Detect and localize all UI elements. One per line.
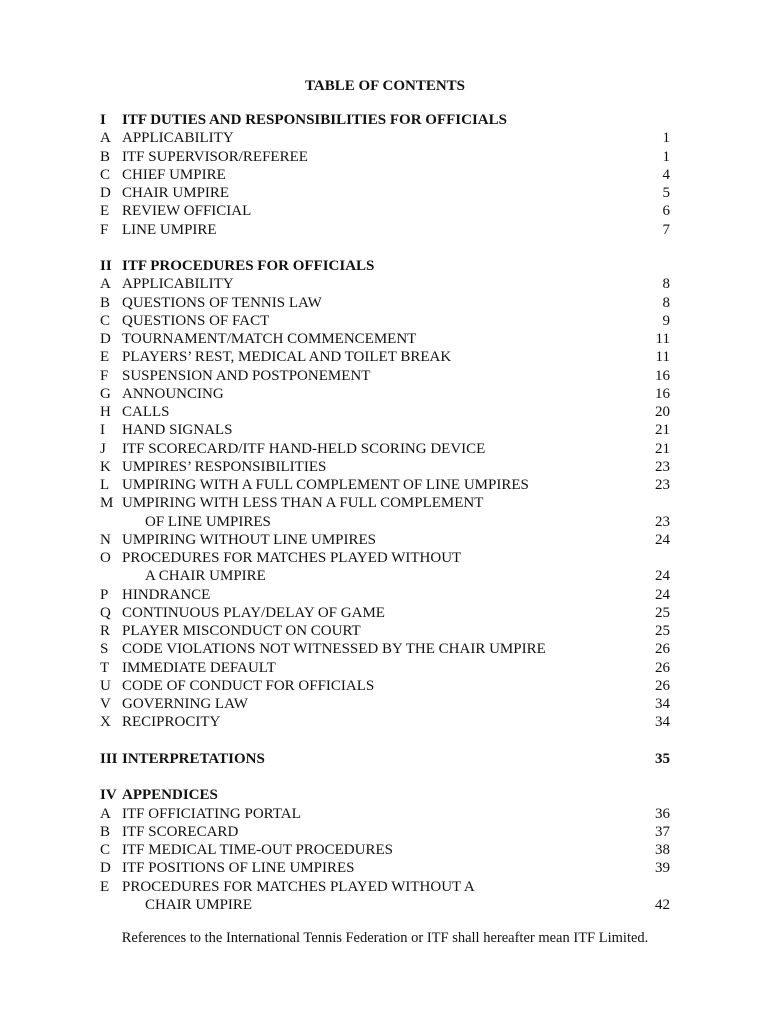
page-title: TABLE OF CONTENTS <box>304 78 466 94</box>
toc-entry[interactable] <box>100 695 670 713</box>
page-number: 8 <box>662 294 670 311</box>
entry-letter: E <box>100 878 110 895</box>
toc-entry-continuation[interactable] <box>100 896 670 914</box>
page-number: 24 <box>655 568 670 585</box>
entry-letter: A <box>100 805 111 822</box>
entry-title: HAND SIGNALS <box>122 422 233 439</box>
entry-letter: I <box>100 422 105 439</box>
entry-letter: U <box>100 677 111 694</box>
toc-entry[interactable] <box>100 878 670 896</box>
table-of-contents <box>100 111 670 914</box>
toc-entry[interactable] <box>100 312 670 330</box>
entry-letter: F <box>100 221 109 238</box>
entry-title: LINE UMPIRE <box>122 221 217 238</box>
section-title: ITF PROCEDURES FOR OFFICIALS <box>122 258 375 274</box>
entry-title: ITF SCORECARD/ITF HAND-HELD SCORING DEVICE <box>122 440 486 457</box>
entry-title: CALLS <box>122 404 170 420</box>
page-number: 39 <box>655 860 670 877</box>
page-number: 23 <box>655 458 670 475</box>
entry-letter: X <box>100 714 111 731</box>
entry-title: ANNOUNCING <box>122 385 224 402</box>
page-number: 7 <box>662 221 670 238</box>
entry-title: QUESTIONS OF TENNIS LAW <box>122 294 322 311</box>
toc-entry[interactable] <box>100 622 670 640</box>
page-number: 21 <box>655 440 670 457</box>
section-numeral: I <box>100 112 106 128</box>
toc-entry[interactable] <box>100 677 670 695</box>
entry-letter: V <box>100 696 111 712</box>
entry-title: HINDRANCE <box>122 586 211 603</box>
entry-letter: B <box>100 294 111 311</box>
page-number: 23 <box>655 513 670 530</box>
entry-title: SUSPENSION AND POSTPONEMENT <box>122 367 371 384</box>
entry-title: CODE VIOLATIONS NOT WITNESSED BY THE CHAIR UMPIRE <box>122 641 546 658</box>
toc-entry[interactable] <box>100 841 670 859</box>
entry-title: QUESTIONS OF FACT <box>122 312 270 329</box>
page-number: 16 <box>655 385 670 402</box>
entry-letter: E <box>100 203 110 220</box>
page-number: 26 <box>655 659 670 676</box>
entry-letter: F <box>100 367 109 384</box>
page-number: 11 <box>655 331 670 347</box>
toc-entry[interactable] <box>100 275 670 293</box>
entry-title: OF LINE UMPIRES <box>145 513 271 530</box>
spacer <box>100 732 670 750</box>
entry-title: CODE OF CONDUCT FOR OFFICIALS <box>122 677 375 694</box>
footer-note: References to the International Tennis Federation or ITF shall hereafter mean ITF Limited. <box>121 930 649 946</box>
toc-entry[interactable] <box>100 458 670 476</box>
entry-letter: B <box>100 823 111 840</box>
entry-title: CHAIR UMPIRE <box>122 185 230 201</box>
toc-entry[interactable] <box>100 367 670 385</box>
entry-letter: A <box>100 130 111 147</box>
toc-entry[interactable] <box>100 604 670 622</box>
entry-letter: Q <box>100 604 111 621</box>
page-number: 25 <box>655 604 670 621</box>
toc-entry[interactable] <box>100 494 670 512</box>
toc-entry[interactable] <box>100 184 670 202</box>
toc-entry[interactable] <box>100 823 670 841</box>
entry-letter: J <box>100 440 106 457</box>
entry-title: CONTINUOUS PLAY/DELAY OF GAME <box>122 604 385 621</box>
entry-title: CHIEF UMPIRE <box>122 166 226 183</box>
entry-letter: B <box>100 148 111 165</box>
section-heading[interactable] <box>100 786 670 804</box>
page-number: 4 <box>662 166 670 183</box>
section-title: APPENDICES <box>122 787 218 804</box>
entry-title: REVIEW OFFICIAL <box>122 203 252 220</box>
entry-letter: C <box>100 166 111 183</box>
page-number: 1 <box>662 148 670 165</box>
toc-entry-continuation[interactable] <box>100 567 670 585</box>
page-number: 9 <box>662 312 670 329</box>
entry-title: GOVERNING LAW <box>122 696 248 712</box>
toc-entry[interactable] <box>100 221 670 239</box>
entry-letter: G <box>100 385 111 402</box>
toc-entry[interactable] <box>100 166 670 184</box>
section-heading[interactable] <box>100 750 670 768</box>
toc-entry[interactable] <box>100 385 670 403</box>
entry-letter: N <box>100 531 111 548</box>
entry-title: CHAIR UMPIRE <box>145 896 253 913</box>
page-number: 34 <box>655 696 670 712</box>
entry-title: UMPIRING WITH LESS THAN A FULL COMPLEMENT <box>122 495 484 512</box>
entry-letter: D <box>100 331 111 347</box>
page-number: 25 <box>655 623 670 639</box>
page-number: 42 <box>655 896 670 913</box>
section-heading[interactable] <box>100 111 670 129</box>
page-number: 11 <box>655 349 670 366</box>
section-heading[interactable] <box>100 257 670 275</box>
page-number: 21 <box>655 422 670 439</box>
entry-title: UMPIRING WITH A FULL COMPLEMENT OF LINE UMPIRES <box>122 477 529 493</box>
toc-entry[interactable] <box>100 476 670 494</box>
toc-entry[interactable] <box>100 713 670 731</box>
entry-title: ITF POSITIONS OF LINE UMPIRES <box>122 860 355 877</box>
entry-title: APPLICABILITY <box>122 130 234 147</box>
section-numeral: III <box>100 750 118 767</box>
page-number: 24 <box>655 586 670 603</box>
entry-title: IMMEDIATE DEFAULT <box>122 659 276 676</box>
entry-letter: T <box>100 659 110 676</box>
entry-letter: O <box>100 550 111 566</box>
toc-entry[interactable] <box>100 202 670 220</box>
toc-entry[interactable] <box>100 330 670 348</box>
toc-entry[interactable] <box>100 421 670 439</box>
entry-letter: S <box>100 641 109 658</box>
toc-entry[interactable] <box>100 586 670 604</box>
entry-letter: H <box>100 404 111 420</box>
section-title: ITF DUTIES AND RESPONSIBILITIES FOR OFFICIALS <box>122 112 507 128</box>
toc-entry[interactable] <box>100 403 670 421</box>
entry-title: TOURNAMENT/MATCH COMMENCEMENT <box>122 331 417 347</box>
entry-letter: D <box>100 185 111 201</box>
section-numeral: II <box>100 258 112 274</box>
page-number: 5 <box>662 185 670 201</box>
page-number: 36 <box>655 805 670 822</box>
entry-title: ITF SCORECARD <box>122 823 239 840</box>
page-number: 6 <box>662 203 670 220</box>
entry-letter: C <box>100 312 111 329</box>
toc-entry-continuation[interactable] <box>100 513 670 531</box>
page-number: 37 <box>655 823 670 840</box>
toc-entry[interactable] <box>100 440 670 458</box>
entry-title: PROCEDURES FOR MATCHES PLAYED WITHOUT <box>122 550 462 566</box>
toc-entry[interactable] <box>100 129 670 147</box>
page-number: 20 <box>655 404 670 420</box>
entry-title: APPLICABILITY <box>122 276 234 293</box>
entry-title: PLAYER MISCONDUCT ON COURT <box>122 623 361 639</box>
entry-title: ITF SUPERVISOR/REFEREE <box>122 148 308 165</box>
entry-letter: R <box>100 623 111 639</box>
toc-entry[interactable] <box>100 805 670 823</box>
entry-letter: C <box>100 842 111 858</box>
entry-title: UMPIRING WITHOUT LINE UMPIRES <box>122 531 377 548</box>
entry-letter: L <box>100 477 110 493</box>
page-number: 26 <box>655 641 670 658</box>
page-number: 24 <box>655 531 670 548</box>
page-number: 38 <box>655 842 670 858</box>
entry-letter: A <box>100 276 111 293</box>
page-number: 1 <box>662 130 670 147</box>
entry-title: UMPIRES’ RESPONSIBILITIES <box>122 458 327 475</box>
page-number: 16 <box>655 367 670 384</box>
page-number: 34 <box>655 714 670 731</box>
toc-entry[interactable] <box>100 640 670 658</box>
spacer <box>100 239 670 257</box>
page-number: 26 <box>655 677 670 694</box>
page-number: 23 <box>655 477 670 493</box>
page-number: 35 <box>655 750 670 767</box>
entry-title: PLAYERS’ REST, MEDICAL AND TOILET BREAK <box>122 349 452 366</box>
entry-letter: M <box>100 495 114 512</box>
toc-entry[interactable] <box>100 549 670 567</box>
spacer <box>100 768 670 786</box>
entry-title: ITF OFFICIATING PORTAL <box>122 805 301 822</box>
toc-entry[interactable] <box>100 859 670 877</box>
toc-entry[interactable] <box>100 531 670 549</box>
entry-title: A CHAIR UMPIRE <box>145 568 266 585</box>
entry-title: RECIPROCITY <box>122 714 221 731</box>
entry-title: PROCEDURES FOR MATCHES PLAYED WITHOUT A <box>122 878 475 895</box>
entry-letter: E <box>100 349 110 366</box>
toc-entry[interactable] <box>100 148 670 166</box>
toc-entry[interactable] <box>100 659 670 677</box>
section-title: INTERPRETATIONS <box>122 750 265 767</box>
toc-entry[interactable] <box>100 348 670 366</box>
entry-title: ITF MEDICAL TIME-OUT PROCEDURES <box>122 842 393 858</box>
entry-letter: P <box>100 586 109 603</box>
page-number: 8 <box>662 276 670 293</box>
section-numeral: IV <box>100 787 117 804</box>
entry-letter: D <box>100 860 111 877</box>
toc-entry[interactable] <box>100 294 670 312</box>
entry-letter: K <box>100 458 111 475</box>
